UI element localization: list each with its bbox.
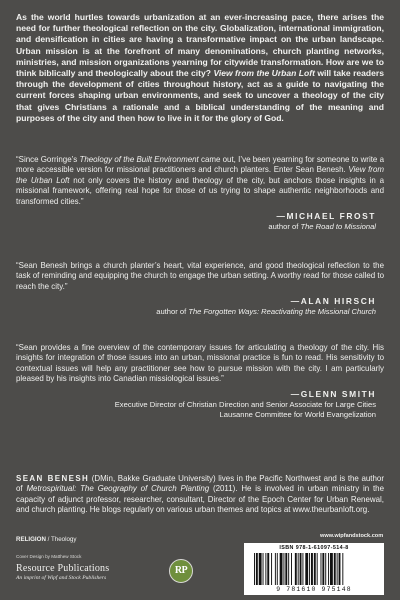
author-bio: SEAN BENESH (DMin, Bakke Graduate University) lives in the Pacific Northwest and is the author of Metrospiritual: The Geography of Church Planting (2011). He is involved in urban ministry in the capacity of adjunct professor, researcher, consultant, Director of the Epoch Center for Urban Renewal, and church planting. He blogs regularly on various urban themes and topics at www.theurbanloft.org. xyxy=(16,474,384,515)
endorsement-glenn-smith xyxy=(16,343,384,420)
publisher-name: Resource Publications xyxy=(16,563,110,574)
isbn-barcode xyxy=(244,543,384,595)
endorser-role: author of The Road to Missional xyxy=(268,222,376,232)
endorsement-quote: “Since Gorringe’s Theology of the Built Environment came out, I’ve been yearning for someone to write a more accessible version for missional practitioners and church planters. Enter Sean Benesh. View from the Urban Loft not only covers the history and theology of the city, but anchors those insights in a missional framework, offering real hope for those of us trying to shape authentic neighborhoods and transformed cities.” xyxy=(16,155,385,206)
endorsement-quote: “Sean provides a fine overview of the contemporary issues for articulating a theology of the city. His insights for integration of those issues into an urban, missional practice is fun to read. His sensitivity to contextual issues will help any practitioner see how to pursue mission with the city. I am particularly pleased by his insights into Canadian missiological issues.” xyxy=(16,343,384,384)
barcode-digits: 9 781610 975148 xyxy=(276,586,352,593)
publisher-logo-icon: RP xyxy=(169,559,193,583)
barcode-icon xyxy=(248,553,380,585)
isbn-number: ISBN 978-1-61097-514-8 xyxy=(279,545,349,551)
cover-design-credit: Cover Design by Matthew Stock xyxy=(16,554,82,559)
endorser-name: —MICHAEL FROST xyxy=(276,211,376,222)
endorser-name: —ALAN HIRSCH xyxy=(290,296,376,307)
author-name: SEAN BENESH xyxy=(16,474,90,483)
endorser-name: —GLENN SMITH xyxy=(290,388,376,399)
endorser-role: Executive Director of Christian Direction and Senior Associate for Large Cities xyxy=(114,399,376,409)
bisac-category: RELIGION / Theology xyxy=(16,536,77,543)
publisher-website: www.wipfandstock.com xyxy=(320,533,384,539)
endorsement-quote: “Sean Benesh brings a church planter’s heart, vital experience, and good theological reflection to the task of reminding and equipping the church to engage the urban setting. A worthy read for those called to reach the city.” xyxy=(16,261,385,291)
publisher-imprint: An imprint of Wipf and Stock Publishers xyxy=(16,575,107,581)
blurb-book-title: View from the Urban Loft xyxy=(213,68,315,79)
blurb-text: As the world hurtles towards urbanization at an ever-increasing pace, there arises the need for further theological reflection on the city. Globalization, international immigration, and densification in cities are having a transformative impact on the urban landscape. Urban mission is at the forefront of many denominations, church planting networks, ministries, and mission organizations yearning for citywide transformation. How are we to think biblically and theologically about the city? xyxy=(16,12,384,79)
author-book-title: Metrospiritual: The Geography of Church Planting xyxy=(26,484,210,494)
endorsement-michael-frost xyxy=(16,155,384,232)
blurb-text-continued: will take readers through the development of cities throughout history, act as a guide to navigating the current forces shaping urban environments, and seek to uncover a theology of the city that gives Christians a rationale and a biblical understanding of the meaning and purposes of the city and then how to live in it for the glory of God. xyxy=(16,68,384,123)
endorser-role: author of The Forgotten Ways: Reactivating the Missional Church xyxy=(156,307,376,317)
book-blurb xyxy=(16,12,384,124)
endorser-affiliation: Lausanne Committee for World Evangelization xyxy=(219,410,376,420)
endorsement-alan-hirsch xyxy=(16,261,384,317)
